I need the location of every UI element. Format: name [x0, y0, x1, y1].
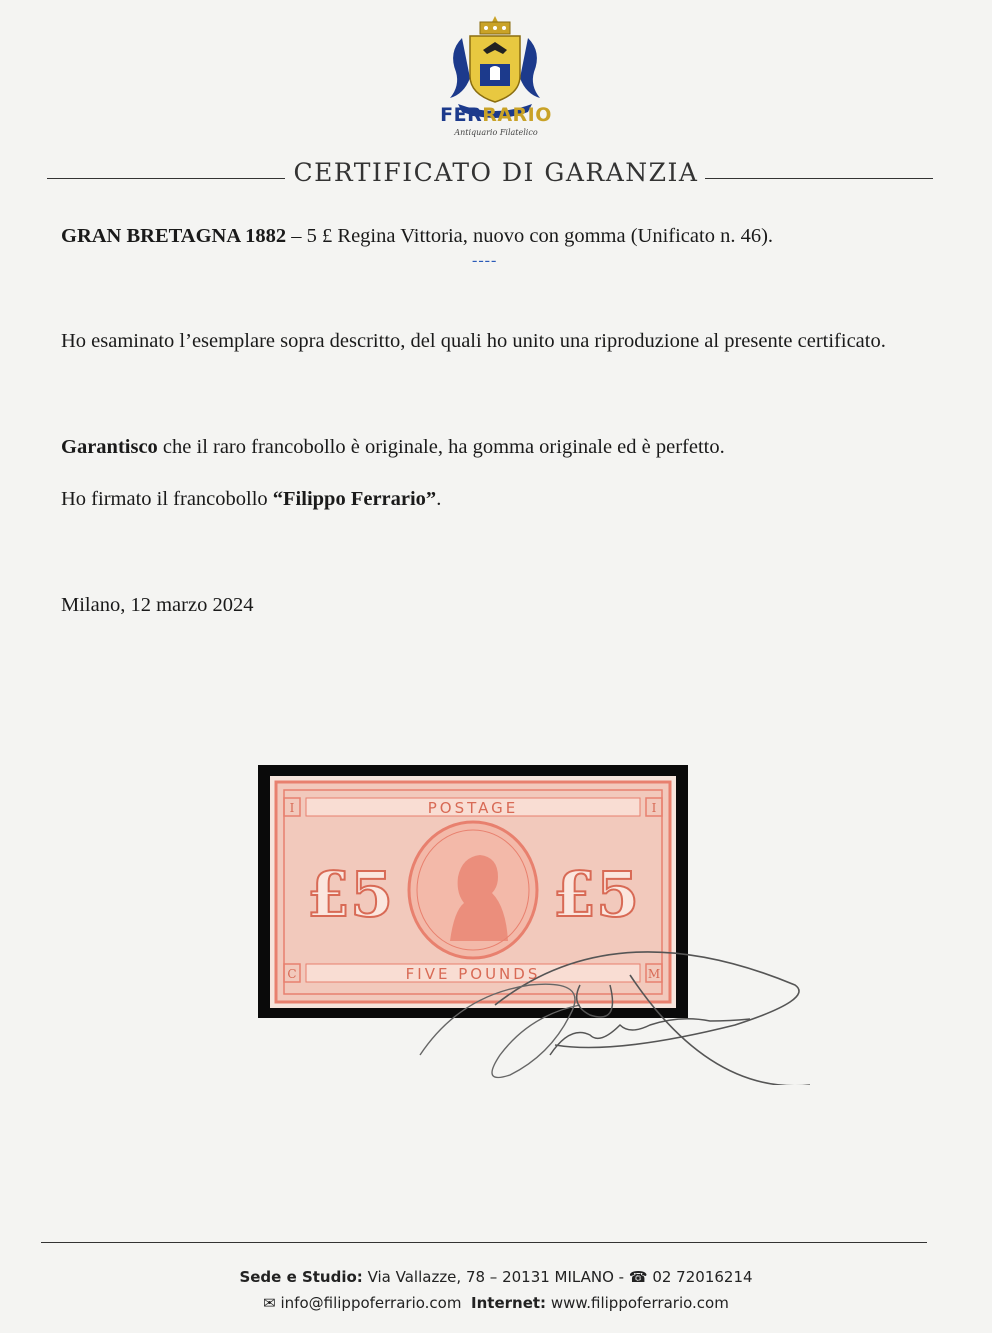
stamp-corner-bl: C [287, 967, 297, 981]
certificate-title-row [0, 158, 992, 188]
stamp-corner-tl: I [289, 801, 295, 815]
signature-icon [400, 905, 820, 1085]
internet-label: Internet: [471, 1294, 547, 1312]
guarantee-paragraph [61, 434, 921, 460]
website-link[interactable]: www.filippoferrario.com [546, 1294, 729, 1312]
email-address[interactable]: info@filippoferrario.com [275, 1294, 462, 1312]
stamp-value-right: £5 [552, 858, 640, 931]
footer-divider [41, 1242, 927, 1243]
item-country-year: GRAN BRETAGNA 1882 [61, 225, 287, 247]
phone-fax-icon: ☎ [628, 1268, 648, 1286]
brand-name [0, 104, 992, 126]
examination-paragraph: Ho esaminato l’esemplare sopra descritto, del quali ho unito una riproduzione al presente certificato. [61, 330, 886, 352]
separator-dashes: ---- [472, 252, 498, 269]
stamp-corner-br: M [647, 967, 661, 981]
signed-paragraph [61, 486, 921, 512]
brand-subtitle: Antiquario Filatelico [454, 128, 538, 137]
item-description [61, 223, 921, 249]
phone-number: 02 72016214 [647, 1268, 753, 1286]
guarantee-bold: Garantisco [61, 436, 158, 458]
signed-text: Ho firmato il francobollo [61, 488, 273, 510]
signer-name: “Filippo Ferrario” [272, 488, 437, 510]
signed-end: . [436, 488, 442, 510]
stamp-top-text: POSTAGE [427, 799, 519, 817]
stamp-corner-tr: I [651, 801, 657, 815]
item-details: – 5 £ Regina Vittoria, nuovo con gomma (Unificato n. 46). [286, 225, 774, 247]
footer-contact-line [0, 1294, 992, 1312]
stamp-value-left: £5 [306, 858, 394, 931]
brand-name-part2: RARIO [482, 104, 552, 126]
guarantee-text: che il raro francobollo è originale, ha gomma originale ed è perfetto. [157, 436, 725, 458]
footer-address-line [0, 1268, 992, 1286]
place-date: Milano, 12 marzo 2024 [61, 594, 254, 616]
title-divider-right [705, 178, 933, 179]
studio-address: Via Vallazze, 78 – 20131 MILANO - [362, 1268, 629, 1286]
certificate-title: CERTIFICATO DI GARANZIA [293, 158, 699, 187]
brand-name-part1: FER [440, 104, 483, 126]
stamp-bottom-text: FIVE POUNDS [405, 965, 541, 983]
studio-label: Sede e Studio: [239, 1268, 363, 1286]
envelope-icon: ✉ [263, 1294, 276, 1312]
